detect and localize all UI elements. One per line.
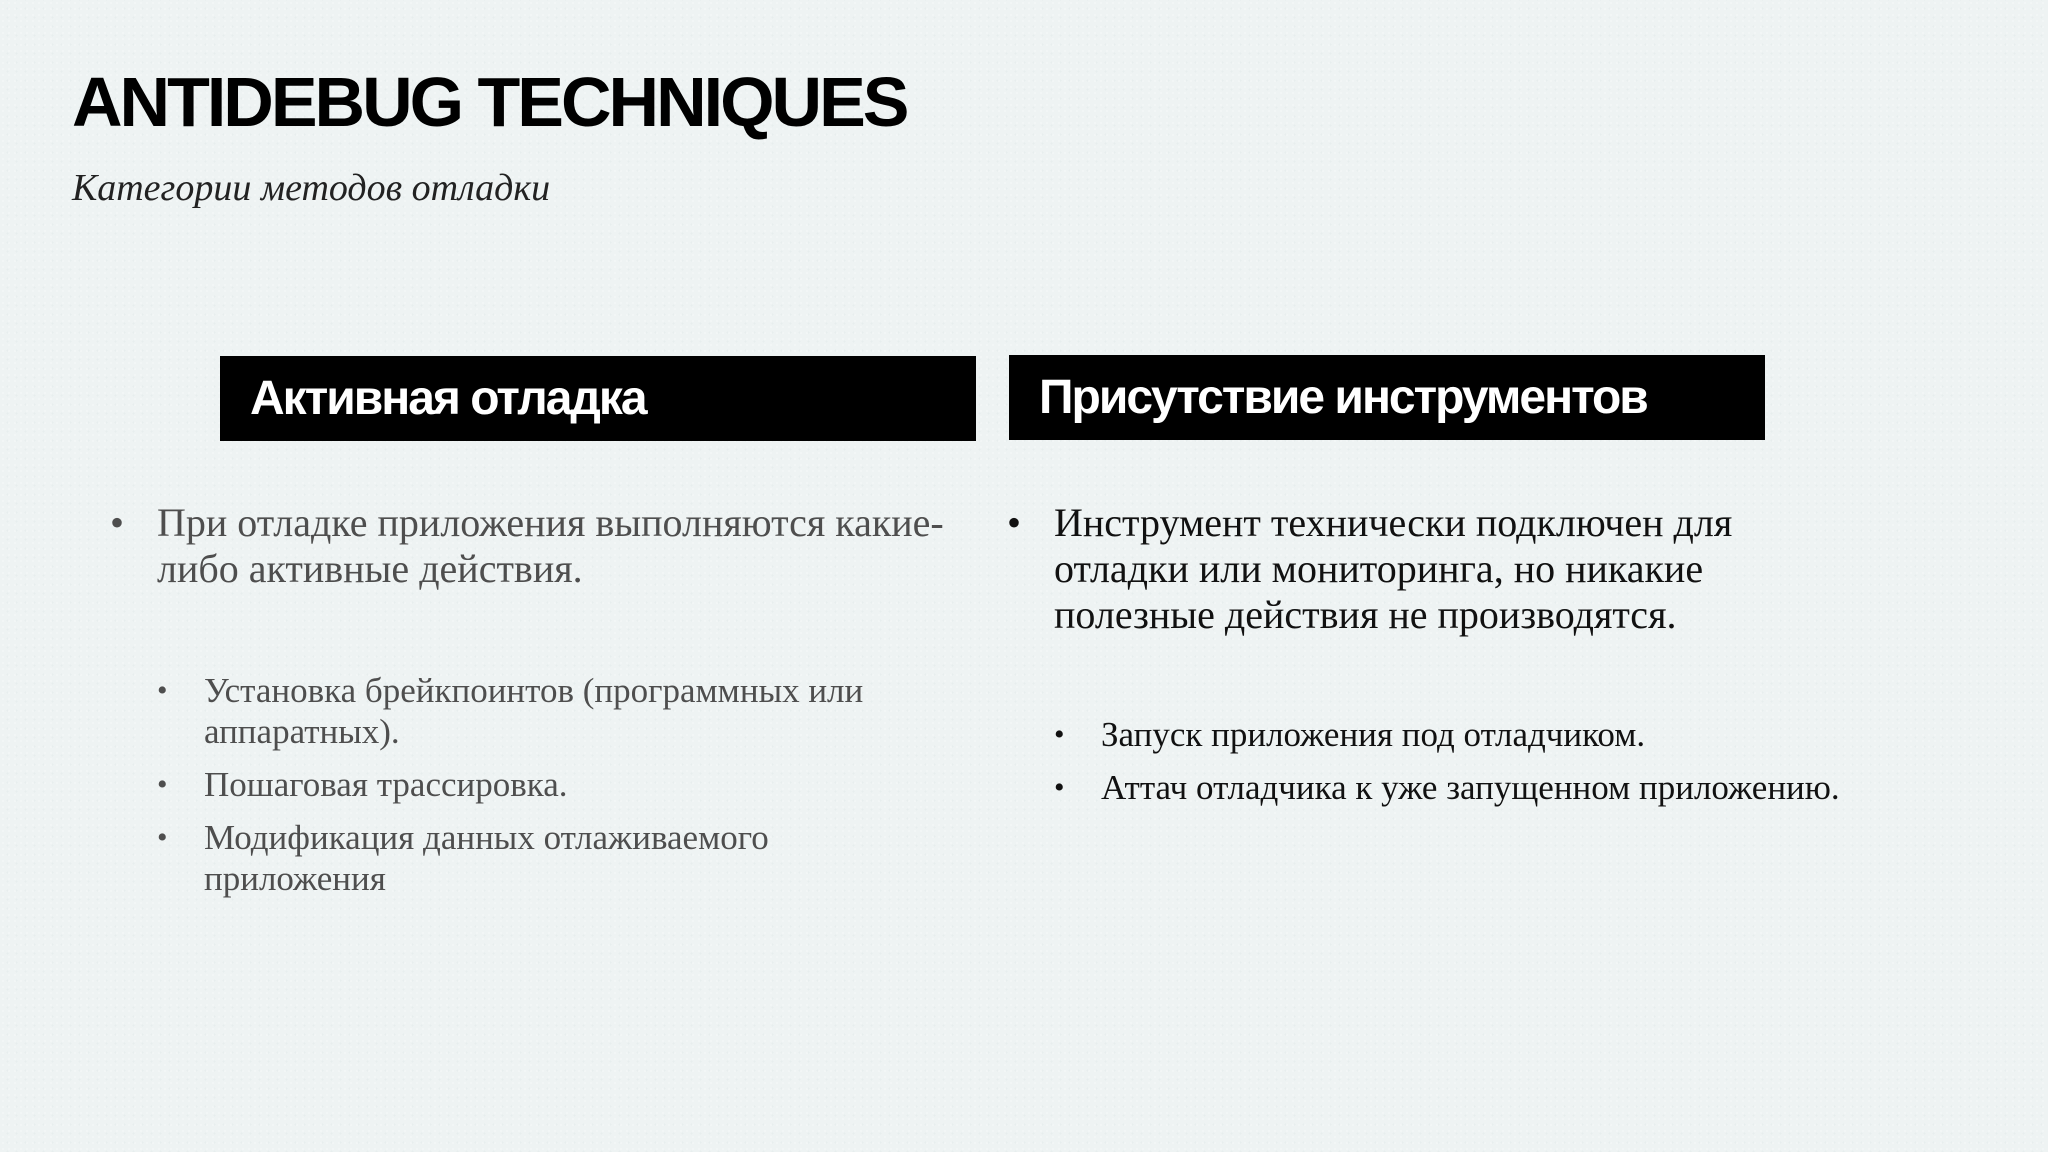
column-header-tools-presence: [1009, 355, 1765, 440]
slide-title: ANTIDEBUG TECHNIQUES: [72, 63, 907, 141]
column-header-label: Активная отладка: [250, 372, 646, 425]
slide-subtitle: Категории методов отладки: [72, 167, 551, 209]
sub-bullet-item: • Аттач отладчика к уже запущенном приложению.: [1007, 767, 1847, 808]
column-header-active-debugging: [220, 356, 976, 441]
column-tools-presence: [1007, 500, 1847, 820]
main-bullet: • При отладке приложения выполняются какие-либо активные действия.: [110, 500, 950, 592]
main-bullet: • Инструмент технически подключен для отладки или мониторинга, но никакие полезные действия не производятся.: [1007, 500, 1847, 638]
column-header-label: Присутствие инструментов: [1039, 371, 1647, 424]
sub-bullet-item: • Установка брейкпоинтов (программных или аппаратных).: [110, 670, 950, 752]
sub-bullet-list: [110, 670, 950, 899]
sub-bullet-list: [1007, 714, 1847, 808]
column-active-debugging: [110, 500, 950, 911]
sub-bullet-item: • Модификация данных отлаживаемого приложения: [110, 817, 950, 899]
sub-bullet-item: • Пошаговая трассировка.: [110, 764, 950, 805]
sub-bullet-item: • Запуск приложения под отладчиком.: [1007, 714, 1847, 755]
